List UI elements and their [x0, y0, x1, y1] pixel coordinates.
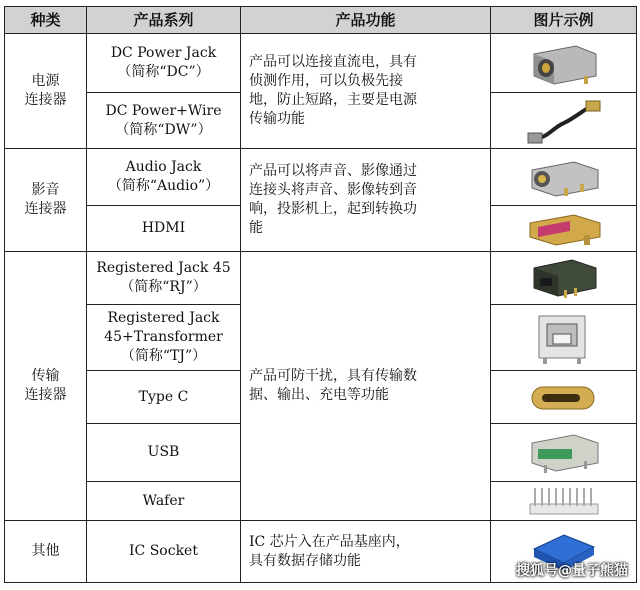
- rj45-transformer-photo: [529, 310, 599, 366]
- series-dc-power-jack: [87, 34, 241, 93]
- series-line: （简称“TJ”）: [120, 348, 207, 364]
- audio-jack-photo: [524, 154, 604, 200]
- function-power: [241, 34, 491, 149]
- series-line: HDMI: [141, 220, 186, 236]
- function-line: 连接头将声音、影像转到音: [249, 182, 417, 198]
- series-line: Registered Jack: [107, 310, 220, 326]
- function-line: 产品可以将声音、影像通过: [249, 163, 417, 179]
- function-transmission: [241, 252, 491, 521]
- image-cell: [491, 305, 637, 371]
- image-cell: [491, 424, 637, 482]
- series-dc-power-wire: [87, 93, 241, 149]
- image-cell: [491, 371, 637, 424]
- series-line: Wafer: [142, 492, 185, 509]
- table-row: [5, 252, 637, 305]
- function-line: 地，防止短路，主要是电源: [249, 92, 417, 108]
- series-line: （简称“DW”）: [115, 121, 212, 138]
- table-row: [5, 149, 637, 206]
- function-line: 产品可防干扰，具有传输数: [249, 368, 417, 384]
- header-series: 产品系列: [87, 7, 241, 34]
- header-row: [5, 7, 637, 34]
- header-function: 产品功能: [241, 7, 491, 34]
- series-rj45: [87, 252, 241, 305]
- header-category: 种类: [5, 7, 87, 34]
- watermark: 搜狐号@量子熊猫: [516, 563, 628, 579]
- category-power: [5, 34, 87, 149]
- series-usb: [87, 424, 241, 482]
- series-line: （简称“DC”）: [117, 64, 210, 80]
- category-line: 连接器: [24, 387, 67, 403]
- series-line: （简称“RJ”）: [120, 279, 207, 295]
- connector-product-table: [4, 6, 637, 583]
- table-row: [5, 34, 637, 93]
- series-line: Audio Jack: [125, 159, 202, 175]
- function-line: 传输功能: [249, 111, 305, 127]
- image-cell: [491, 206, 637, 252]
- series-ic-socket: [87, 521, 241, 583]
- function-other: [241, 521, 491, 583]
- hdmi-connector-photo: [524, 209, 604, 249]
- category-line: 连接器: [24, 201, 67, 217]
- image-cell: [491, 93, 637, 149]
- type-c-connector-photo: [524, 377, 604, 417]
- rj45-jack-photo: [524, 256, 604, 300]
- image-cell: [491, 149, 637, 206]
- usb-connector-photo: [524, 429, 604, 477]
- category-line: 连接器: [24, 92, 67, 108]
- image-cell: [491, 482, 637, 521]
- series-audio-jack: [87, 149, 241, 206]
- function-line: 能: [249, 220, 263, 236]
- series-line: DC Power Jack: [110, 45, 217, 61]
- function-line: 响，投影机上，起到转换功: [249, 201, 417, 217]
- series-rj45-transformer: [87, 305, 241, 371]
- series-line: Type C: [138, 388, 189, 405]
- series-line: IC Socket: [129, 543, 198, 559]
- series-line: USB: [147, 444, 180, 460]
- category-other: [5, 521, 87, 583]
- series-type-c: [87, 371, 241, 424]
- series-line: DC Power+Wire: [105, 102, 222, 119]
- series-hdmi: [87, 206, 241, 252]
- function-av: [241, 149, 491, 252]
- category-line: 影音: [31, 182, 60, 198]
- function-line: 产品可以连接直流电，具有: [249, 54, 417, 70]
- function-line: 侦测作用，可以负极先接: [249, 73, 403, 89]
- image-cell: [491, 34, 637, 93]
- category-transmission: [5, 252, 87, 521]
- function-line: IC 芯片入在产品基座内，: [249, 533, 410, 550]
- series-line: （简称“Audio”）: [107, 178, 220, 194]
- category-line: 其他: [31, 543, 60, 559]
- series-wafer: [87, 482, 241, 521]
- dc-power-wire-photo: [524, 97, 604, 145]
- category-line: 电源: [31, 73, 60, 89]
- series-line: Registered Jack 45: [96, 260, 231, 276]
- series-line: 45+Transformer: [104, 329, 223, 345]
- dc-power-jack-photo: [524, 40, 604, 86]
- image-cell: [491, 252, 637, 305]
- category-line: 传输: [31, 368, 60, 384]
- function-line: 具有数据存储功能: [249, 552, 361, 569]
- category-av: [5, 149, 87, 252]
- function-line: 据、输出、充电等功能: [249, 387, 389, 403]
- wafer-connector-photo: [524, 484, 604, 518]
- header-image: 图片示例: [491, 7, 637, 34]
